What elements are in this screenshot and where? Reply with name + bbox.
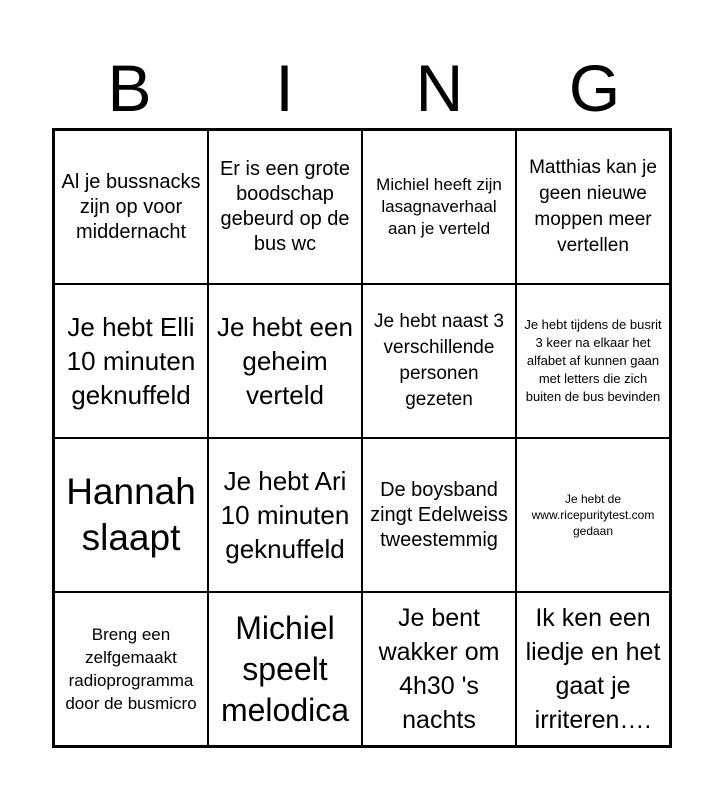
bingo-cell[interactable] bbox=[208, 130, 362, 284]
cell-text: Je hebt Elli 10 minuten geknuffeld bbox=[66, 312, 196, 410]
cell-text: Michiel speelt melodica bbox=[220, 609, 350, 728]
header-letter-i: I bbox=[275, 51, 294, 125]
bingo-cell[interactable] bbox=[54, 130, 208, 284]
header-letter-g: G bbox=[568, 51, 621, 125]
cell-text: Je bent wakker om 4h30 's nachts bbox=[378, 604, 500, 734]
bingo-cell[interactable] bbox=[362, 130, 516, 284]
cell-text: Breng een zelfgemaakt radioprogramma door de busmicro bbox=[65, 625, 197, 713]
bingo-cell[interactable] bbox=[208, 592, 362, 746]
bingo-cell[interactable] bbox=[362, 438, 516, 592]
bingo-cell[interactable] bbox=[516, 592, 670, 746]
cell-text: Je hebt naast 3 verschillende personen gezeten bbox=[374, 311, 504, 410]
cell-text: De boysband zingt Edelweiss tweestemmig bbox=[370, 478, 508, 551]
bingo-cell[interactable] bbox=[208, 438, 362, 592]
cell-text: Je hebt de www.ricepuritytest.com gedaan bbox=[531, 492, 655, 538]
bingo-cell[interactable] bbox=[208, 284, 362, 438]
cell-text: Je hebt Ari 10 minuten geknuffeld bbox=[220, 466, 350, 564]
bingo-board bbox=[52, 128, 672, 748]
cell-text: Er is een grote boodschap gebeurd op de bus wc bbox=[219, 158, 351, 255]
cell-text: Hannah slaapt bbox=[66, 471, 196, 558]
cell-text: Al je bussnacks zijn op voor middernacht bbox=[61, 170, 201, 243]
cell-text: Je hebt tijdens de busrit 3 keer na elkaar het alfabet af kunnen gaan met letters die zich buiten de bus bevinden bbox=[524, 317, 662, 404]
cell-text: Michiel heeft zijn lasagnaverhaal aan je verteld bbox=[376, 175, 502, 238]
cell-text: Je hebt een geheim verteld bbox=[217, 312, 353, 410]
cell-text: Matthias kan je geen nieuwe moppen meer vertellen bbox=[529, 157, 657, 256]
header-letter-n: N bbox=[415, 51, 464, 125]
bingo-cell[interactable] bbox=[516, 130, 670, 284]
bingo-cell[interactable] bbox=[54, 284, 208, 438]
bingo-header bbox=[52, 48, 672, 128]
cell-text: Ik ken een liedje en het gaat je irriteren…. bbox=[525, 604, 661, 734]
bingo-cell[interactable] bbox=[362, 284, 516, 438]
bingo-cell[interactable] bbox=[516, 284, 670, 438]
bingo-cell[interactable] bbox=[362, 592, 516, 746]
bingo-cell[interactable] bbox=[516, 438, 670, 592]
bingo-cell[interactable] bbox=[54, 438, 208, 592]
bingo-cell[interactable] bbox=[54, 592, 208, 746]
header-letter-b: B bbox=[107, 51, 152, 125]
